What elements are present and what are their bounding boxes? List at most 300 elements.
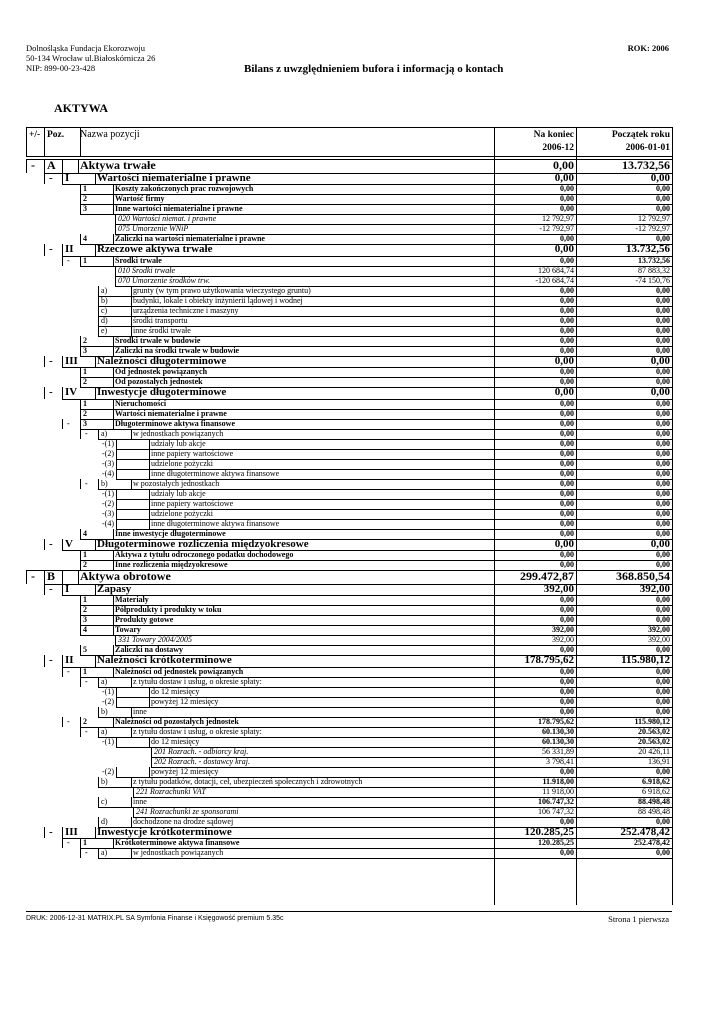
header-divider	[44, 127, 45, 156]
collapse-marker[interactable]: -	[85, 848, 88, 857]
position-name: z tytułu podatków, dotacji, ceł, ubezpieczeń społecznych i zdrowotnych	[133, 776, 363, 786]
position-label: b)	[101, 478, 108, 488]
collapse-marker[interactable]: -	[67, 255, 70, 265]
value-period-end: 0,00	[560, 595, 574, 604]
collapse-marker[interactable]: -	[85, 478, 88, 488]
table-row	[26, 346, 672, 356]
account-detail-row	[26, 635, 672, 645]
value-period-end: 0,00	[560, 285, 574, 295]
position-name: Inwestycje krótkoterminowe	[97, 826, 232, 838]
value-year-start: 0,00	[656, 285, 670, 295]
table-row	[26, 286, 672, 296]
value-year-start: 0,00	[656, 204, 670, 213]
position-name: 202 Rozrach. - dostawcy kraj.	[154, 756, 250, 766]
position-name: 010 Środki trwałe	[118, 265, 176, 275]
position-label: -(2)	[102, 498, 114, 508]
cell-rule	[62, 570, 63, 584]
position-name: w jednostkach powiązanych	[133, 848, 224, 857]
position-name: Wartości niematerialne i prawne	[97, 172, 251, 184]
value-year-start: 392,00	[639, 583, 670, 595]
value-year-start: 0,00	[656, 367, 670, 376]
position-label: I	[65, 172, 70, 184]
value-year-start: 0,00	[656, 428, 670, 438]
position-name: urządzenia techniczne i maszyny	[133, 305, 239, 315]
balance-sheet-table	[26, 127, 672, 905]
position-name: Należności krótkoterminowe	[97, 655, 232, 666]
value-year-start: 0,00	[656, 615, 670, 624]
table-row	[26, 737, 672, 747]
value-period-end: 0,00	[560, 438, 574, 448]
table-row	[26, 499, 672, 509]
account-detail-row	[26, 807, 672, 817]
table-row	[26, 777, 672, 787]
table-row	[26, 377, 672, 387]
value-year-start: 0,00	[656, 498, 670, 508]
table-row	[26, 449, 672, 459]
value-period-end: 0,00	[560, 645, 574, 654]
position-label: 2	[83, 605, 87, 614]
collapse-marker[interactable]: -	[49, 355, 53, 367]
value-period-end: 0,00	[554, 387, 574, 398]
value-year-start: 0,00	[656, 816, 670, 826]
value-period-end: 0,00	[560, 194, 574, 203]
account-detail-row	[26, 276, 672, 286]
position-name: Nieruchomości	[115, 398, 167, 408]
value-period-end: 0,00	[560, 377, 574, 386]
value-period-end: 0,00	[560, 305, 574, 315]
position-name: Produkty gotowe	[115, 615, 174, 624]
position-label: -(4)	[102, 468, 114, 478]
group-rule	[26, 159, 672, 160]
value-year-start: 252.478,42	[620, 826, 670, 838]
position-name: inne papiery wartościowe	[151, 448, 234, 458]
value-period-end: 392,00	[552, 625, 574, 634]
value-period-end: 106.747,32	[538, 796, 574, 806]
value-period-end: 392,00	[552, 635, 574, 644]
value-year-start: 0,00	[656, 398, 670, 408]
table-row	[26, 767, 672, 777]
table-row	[26, 387, 672, 399]
position-name: udzielone pożyczki	[151, 458, 213, 468]
value-year-start: 12 792,97	[638, 214, 670, 223]
position-name: powyżej 12 miesięcy	[151, 696, 219, 706]
table-row	[26, 595, 672, 605]
page-label: Strona 1 pierwsza	[608, 914, 669, 924]
value-period-end: 0,00	[560, 255, 574, 265]
value-period-end: 0,00	[560, 696, 574, 706]
value-year-start: 0,00	[656, 234, 670, 243]
col-header-sign: +/-	[29, 130, 41, 140]
value-year-start: 0,00	[650, 538, 670, 550]
position-name: inne papiery wartościowe	[151, 498, 234, 508]
value-period-end: 178.795,62	[538, 716, 574, 726]
position-name: udziały lub akcje	[151, 438, 206, 448]
value-year-start: 6 918,62	[642, 786, 670, 796]
table-row	[26, 234, 672, 244]
value-year-start: 13.732,56	[638, 255, 670, 265]
value-year-start: 0,00	[656, 550, 670, 559]
value-period-end: 0,00	[560, 615, 574, 624]
value-period-end: 0,00	[560, 234, 574, 243]
position-label: b)	[101, 295, 108, 305]
collapse-marker[interactable]: -	[49, 172, 53, 184]
value-year-start: 0,00	[656, 315, 670, 325]
position-label: III	[65, 826, 78, 838]
table-row	[26, 509, 672, 519]
value-period-end: 3 798,41	[546, 756, 574, 766]
value-year-start: 0,00	[656, 184, 670, 193]
position-label: c)	[101, 796, 108, 806]
position-name: inne	[133, 796, 147, 806]
position-label: -(2)	[102, 766, 114, 776]
collapse-marker[interactable]: -	[49, 826, 53, 838]
position-label: b)	[101, 776, 108, 786]
position-name: inne długoterminowe aktywa finansowe	[151, 518, 280, 528]
position-name: Towary	[115, 625, 141, 634]
value-period-end: 0,00	[560, 468, 574, 478]
table-row	[26, 827, 672, 839]
value-period-end: 0,00	[553, 159, 574, 172]
position-label: B	[47, 570, 56, 583]
table-row	[26, 707, 672, 717]
table-row	[26, 367, 672, 377]
col-header-start-line1: Początek roku	[611, 130, 670, 140]
value-year-start: 0,00	[656, 305, 670, 315]
table-row	[26, 615, 672, 625]
position-name: do 12 miesięcy	[151, 736, 200, 746]
col-header-position: Poz.	[47, 130, 65, 140]
account-detail-row	[26, 266, 672, 276]
value-year-start: -12 792,97	[635, 224, 670, 233]
position-name: Inne wartości niematerialne i prawne	[115, 204, 243, 213]
value-period-end: 0,00	[560, 408, 574, 418]
value-year-start: 0,00	[656, 438, 670, 448]
position-label: 1	[83, 184, 87, 193]
position-name: dochodzone na drodze sądowej	[133, 816, 234, 826]
collapse-marker[interactable]: -	[85, 676, 88, 686]
value-year-start: 392,00	[648, 625, 670, 634]
value-period-end: 0,00	[560, 848, 574, 857]
collapse-marker[interactable]: -	[31, 159, 35, 172]
value-year-start: 0,00	[656, 666, 670, 676]
value-year-start: 0,00	[656, 676, 670, 686]
position-name: Długoterminowe aktywa finansowe	[115, 418, 235, 428]
collapse-marker[interactable]: -	[85, 428, 88, 438]
position-name: Należności długoterminowe	[97, 355, 227, 367]
value-period-end: 0,00	[560, 508, 574, 518]
value-period-end: 392,00	[543, 583, 574, 595]
position-label: -(3)	[102, 508, 114, 518]
position-label: -(1)	[102, 686, 114, 696]
collapse-marker[interactable]: -	[49, 538, 53, 550]
report-title: Bilans z uwzględnieniem bufora i informacją o kontach	[244, 63, 504, 75]
value-period-end: 0,00	[560, 666, 574, 676]
position-label: 1	[83, 550, 87, 559]
position-label: I	[65, 583, 70, 595]
table-row	[26, 838, 672, 848]
position-name: Półprodukty i produkty w toku	[115, 605, 222, 614]
table-row	[26, 625, 672, 635]
table-row	[26, 817, 672, 827]
value-period-end: 12 792,97	[542, 214, 574, 223]
table-row	[26, 727, 672, 737]
position-label: 2	[83, 560, 87, 569]
position-label: 3	[83, 204, 87, 213]
cell-rule	[44, 570, 45, 584]
table-row	[26, 550, 672, 560]
position-name: Od jednostek powiązanych	[115, 367, 208, 376]
table-row	[26, 677, 672, 687]
value-year-start: 0,00	[656, 696, 670, 706]
table-row	[26, 173, 672, 185]
position-name: w jednostkach powiązanych	[133, 428, 224, 438]
cell-rule	[26, 159, 27, 173]
position-label: d)	[101, 816, 108, 826]
value-year-start: 0,00	[656, 448, 670, 458]
position-name: w pozostałych jednostkach	[133, 478, 220, 488]
position-label: 1	[83, 398, 87, 408]
position-name: z tytułu dostaw i usług, o okresie spłaty:	[133, 726, 262, 736]
position-name: udzielone pożyczki	[151, 508, 213, 518]
value-year-start: 115.980,12	[634, 716, 670, 726]
position-name: Zapasy	[97, 583, 132, 595]
table-row	[26, 204, 672, 214]
position-label: a)	[101, 676, 108, 686]
value-period-end: 11.918,00	[542, 776, 574, 786]
table-row	[26, 797, 672, 807]
position-label: III	[65, 355, 78, 367]
section-title: AKTYWA	[54, 101, 109, 115]
value-year-start: 0,00	[656, 686, 670, 696]
organization-info	[26, 43, 155, 73]
value-year-start: 20.563,02	[638, 736, 670, 746]
cell-rule	[44, 159, 45, 173]
position-label: c)	[101, 305, 108, 315]
position-name: 075 Umorzenie WNiP	[118, 224, 189, 233]
value-period-end: 0,00	[560, 816, 574, 826]
value-year-start: 368.850,54	[616, 570, 670, 583]
position-label: V	[65, 538, 73, 550]
cell-rule	[62, 159, 63, 173]
collapse-marker[interactable]: -	[49, 583, 53, 595]
value-year-start: -74 150,76	[635, 275, 670, 285]
position-label: 4	[83, 528, 87, 538]
value-period-end: 56 331,89	[542, 746, 574, 756]
collapse-marker[interactable]: -	[67, 716, 70, 726]
value-period-end: 0,00	[560, 706, 574, 716]
account-detail-row	[26, 214, 672, 224]
account-detail-row	[26, 787, 672, 797]
collapse-marker[interactable]: -	[49, 244, 53, 255]
collapse-marker[interactable]: -	[67, 418, 70, 428]
value-year-start: 0,00	[656, 345, 670, 355]
position-name: budynki, lokale i obiekty inżynierii lądowej i wodnej	[133, 295, 303, 305]
position-label: -(3)	[102, 458, 114, 468]
value-year-start: 0,00	[656, 508, 670, 518]
value-year-start: 0,00	[656, 295, 670, 305]
position-label: 4	[83, 234, 87, 243]
position-label: 2	[83, 335, 87, 345]
collapse-marker[interactable]: -	[85, 726, 88, 736]
table-row	[26, 667, 672, 677]
position-name: inne	[133, 706, 147, 716]
table-row	[26, 539, 672, 551]
position-name: Zaliczki na dostawy	[115, 645, 184, 654]
position-label: 2	[83, 194, 87, 203]
value-year-start: 0,00	[650, 172, 670, 184]
position-name: 201 Rozrach. - odbiorcy kraj.	[154, 746, 249, 756]
position-label: a)	[101, 726, 108, 736]
position-label: 1	[83, 255, 87, 265]
table-row	[26, 356, 672, 368]
value-period-end: 0,00	[560, 428, 574, 438]
value-period-end: 0,00	[560, 184, 574, 193]
collapse-marker[interactable]: -	[31, 570, 35, 583]
value-period-end: 0,00	[560, 560, 574, 569]
org-address: 50-134 Wrocław ul.Białoskórnicza 26	[26, 53, 156, 63]
value-year-start: 136,91	[648, 756, 670, 766]
position-name: Zaliczki na wartości niematerialne i prawne	[115, 234, 265, 243]
value-year-start: 0,00	[656, 605, 670, 614]
value-year-start: 0,00	[656, 194, 670, 203]
value-period-end: 11 918,00	[542, 786, 574, 796]
value-year-start: 252.478,42	[634, 838, 670, 847]
value-period-end: 106 747,32	[538, 806, 574, 816]
table-row	[26, 489, 672, 499]
value-year-start: 0,00	[656, 518, 670, 528]
value-period-end: 0,00	[554, 244, 574, 255]
position-label: b)	[101, 706, 108, 716]
value-period-end: 0,00	[554, 355, 574, 367]
account-detail-row	[26, 747, 672, 757]
table-row	[26, 316, 672, 326]
position-label: a)	[101, 428, 108, 438]
table-row	[26, 459, 672, 469]
position-name: Krótkoterminowe aktywa finansowe	[115, 838, 240, 847]
value-period-end: 0,00	[560, 676, 574, 686]
position-name: Inne inwestycje długoterminowe	[115, 528, 226, 538]
table-row	[26, 409, 672, 419]
header-bottom-rule	[26, 156, 672, 157]
value-year-start: 0,00	[650, 387, 670, 398]
table-left-rule	[26, 127, 27, 156]
table-row	[26, 529, 672, 539]
table-row	[26, 848, 672, 858]
collapse-marker[interactable]: -	[67, 838, 70, 847]
value-period-end: -120 684,74	[535, 275, 574, 285]
position-name: Wartość firmy	[115, 194, 165, 203]
value-period-end: 0,00	[560, 448, 574, 458]
position-label: a)	[101, 848, 108, 857]
position-label: 3	[83, 615, 87, 624]
value-year-start: 13.732,56	[626, 244, 670, 255]
org-name: Dolnośląska Fundacja Ekorozwoju	[26, 43, 145, 53]
value-year-start: 0,00	[656, 645, 670, 654]
value-year-start: 0,00	[656, 528, 670, 538]
position-name: Aktywa obrotowe	[80, 570, 171, 583]
table-row	[26, 256, 672, 266]
table-row	[26, 479, 672, 489]
value-period-end: 0,00	[560, 325, 574, 335]
col-header-end-line2: 2006-12	[542, 143, 574, 153]
cell-rule	[26, 570, 27, 584]
position-name: Środki trwałe w budowie	[115, 335, 201, 345]
position-name: Należności od pozostałych jednostek	[115, 716, 239, 726]
value-period-end: 0,00	[560, 518, 574, 528]
value-year-start: 13.732,56	[622, 159, 670, 172]
position-name: inne długoterminowe aktywa finansowe	[151, 468, 280, 478]
value-year-start: 0,00	[656, 418, 670, 428]
value-period-end: 0,00	[560, 478, 574, 488]
value-year-start: 88 498,48	[638, 806, 670, 816]
value-period-end: 60.130,30	[542, 736, 574, 746]
position-name: Aktywa trwałe	[80, 159, 156, 172]
position-name: środki transportu	[133, 315, 188, 325]
position-label: -(2)	[102, 448, 114, 458]
table-row	[26, 429, 672, 439]
table-row	[26, 645, 672, 655]
position-name: powyżej 12 miesięcy	[151, 766, 219, 776]
header-divider	[80, 127, 81, 156]
position-label: a)	[101, 285, 108, 295]
position-label: 2	[83, 377, 87, 386]
value-period-end: 178.795,62	[524, 655, 574, 666]
value-year-start: 115.980,12	[621, 655, 670, 666]
value-period-end: 60.130,30	[542, 726, 574, 736]
position-label: 3	[83, 418, 87, 428]
value-year-start: 0,00	[656, 848, 670, 857]
position-name: inne środki trwałe	[133, 325, 191, 335]
table-right-rule	[672, 127, 673, 905]
value-year-start: 0,00	[650, 355, 670, 367]
position-label: 1	[83, 595, 87, 604]
position-label: e)	[101, 325, 108, 335]
value-year-start: 0,00	[656, 766, 670, 776]
value-period-end: 0,00	[560, 605, 574, 614]
table-row	[26, 584, 672, 596]
position-label: 2	[83, 716, 87, 726]
position-name: Materiały	[115, 595, 149, 604]
collapse-marker[interactable]: -	[49, 387, 53, 398]
table-row	[26, 184, 672, 194]
table-row	[26, 439, 672, 449]
position-name: Aktywa z tytułu odroczonego podatku dochodowego	[115, 550, 294, 559]
value-period-end: 0,00	[560, 488, 574, 498]
value-year-start: 6.918,62	[642, 776, 670, 786]
position-name: 070 Umorzenie środków trw.	[118, 275, 210, 285]
value-period-end: 0,00	[560, 398, 574, 408]
position-label: 4	[83, 625, 87, 634]
table-row	[26, 326, 672, 336]
value-period-end: 120.285,25	[524, 826, 574, 838]
table-row	[26, 605, 672, 615]
table-row	[26, 244, 672, 256]
table-row	[26, 655, 672, 667]
row-rule	[98, 858, 672, 859]
collapse-marker[interactable]: -	[67, 666, 70, 676]
value-year-start: 0,00	[656, 488, 670, 498]
collapse-marker[interactable]: -	[49, 655, 53, 666]
value-year-start: 0,00	[656, 560, 670, 569]
value-period-end: 0,00	[560, 295, 574, 305]
position-label: 1	[83, 367, 87, 376]
position-name: Należności od jednostek powiązanych	[115, 666, 244, 676]
table-row	[26, 469, 672, 479]
year-label: ROK: 2006	[627, 43, 669, 53]
position-label: -(1)	[102, 488, 114, 498]
position-label: -(1)	[102, 736, 114, 746]
position-name: 331 Towary 2004/2005	[118, 635, 192, 644]
